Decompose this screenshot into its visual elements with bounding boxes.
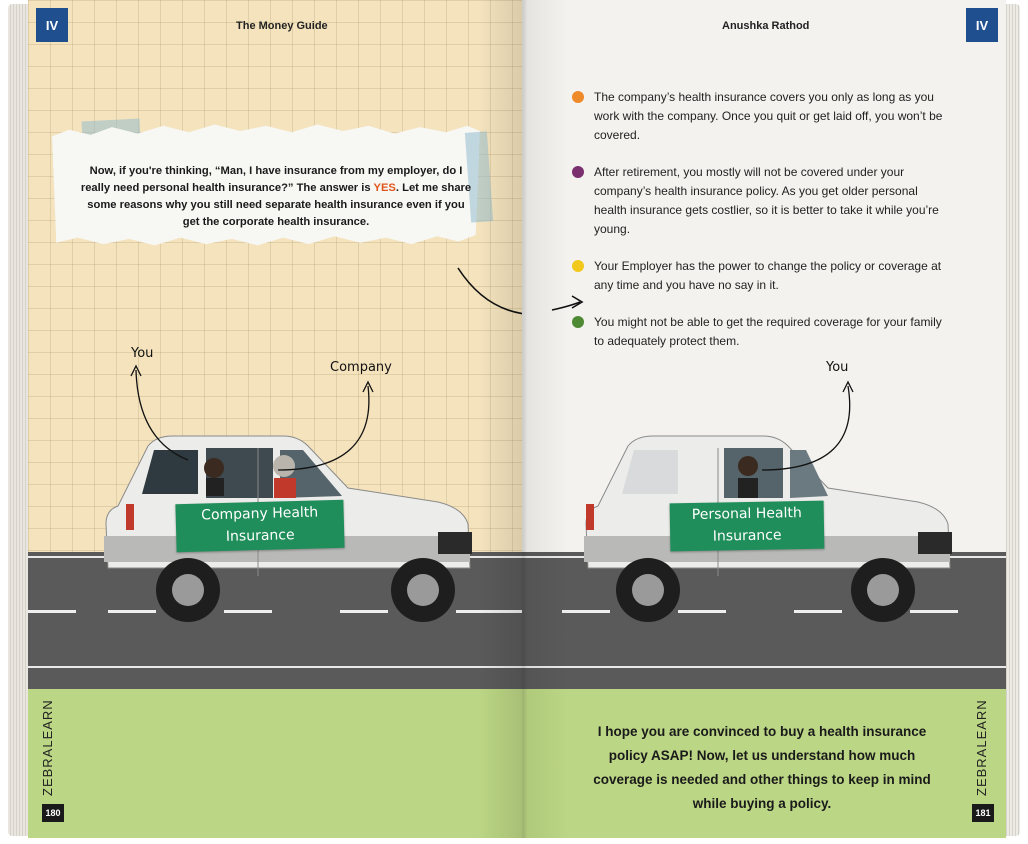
left-page	[28, 0, 522, 838]
reason-text: Your Employer has the power to change the policy or coverage at any time and you have no say in it.	[594, 259, 942, 292]
closing-text: I hope you are convinced to buy a health insurance policy ASAP! Now, let us understand how much coverage is needed and other things to keep in mind while buying a policy.	[593, 724, 931, 811]
open-book	[8, 0, 1020, 840]
brand-logo-left	[40, 678, 58, 798]
page-edges-right	[1006, 4, 1020, 836]
page-number-right: 181	[972, 804, 994, 822]
note-text-before: Now, if you're thinking, “Man, I have insurance from my employer, do I really need personal health insurance?” The answer is	[80, 165, 463, 194]
running-head-left: The Money Guide	[236, 20, 328, 32]
car-sign-line-2: Insurance	[712, 527, 782, 545]
car-sign-line-1: Personal Health	[691, 505, 802, 523]
note-text-after: . Let me share some reasons why you still need separate health insurance even if you get the corporate health insurance.	[87, 182, 472, 228]
footer-band-left	[28, 689, 522, 838]
brand-logo-right	[974, 678, 992, 798]
label-you-left: You	[131, 346, 154, 361]
label-you-right: You	[826, 360, 849, 375]
note-emphasis: YES	[373, 182, 396, 194]
page-edges-left	[8, 4, 28, 836]
chapter-tab-left: IV	[36, 8, 68, 42]
right-page	[522, 0, 1006, 838]
car-sign-line-2: Insurance	[225, 527, 295, 545]
page-number-left: 180	[42, 804, 64, 822]
label-company: Company	[330, 360, 392, 375]
car-sign-line-1: Company Health	[200, 504, 319, 524]
brand-text-right: ZEBRALEARN	[974, 699, 989, 796]
chapter-tab-right: IV	[966, 8, 998, 42]
running-head-right: Anushka Rathod	[722, 20, 810, 32]
reason-text: You might not be able to get the required coverage for your family to adequately protect them.	[594, 315, 942, 348]
brand-text-left: ZEBRALEARN	[40, 699, 55, 796]
reason-text: After retirement, you mostly will not be covered under your company’s health insurance policy. As you get older personal health insurance gets costlier, so it is better to take it while you’re young.	[594, 165, 939, 236]
reason-text: The company’s health insurance covers you only as long as you work with the company. Once you quit or get laid off, you won’t be covered.	[594, 90, 943, 142]
